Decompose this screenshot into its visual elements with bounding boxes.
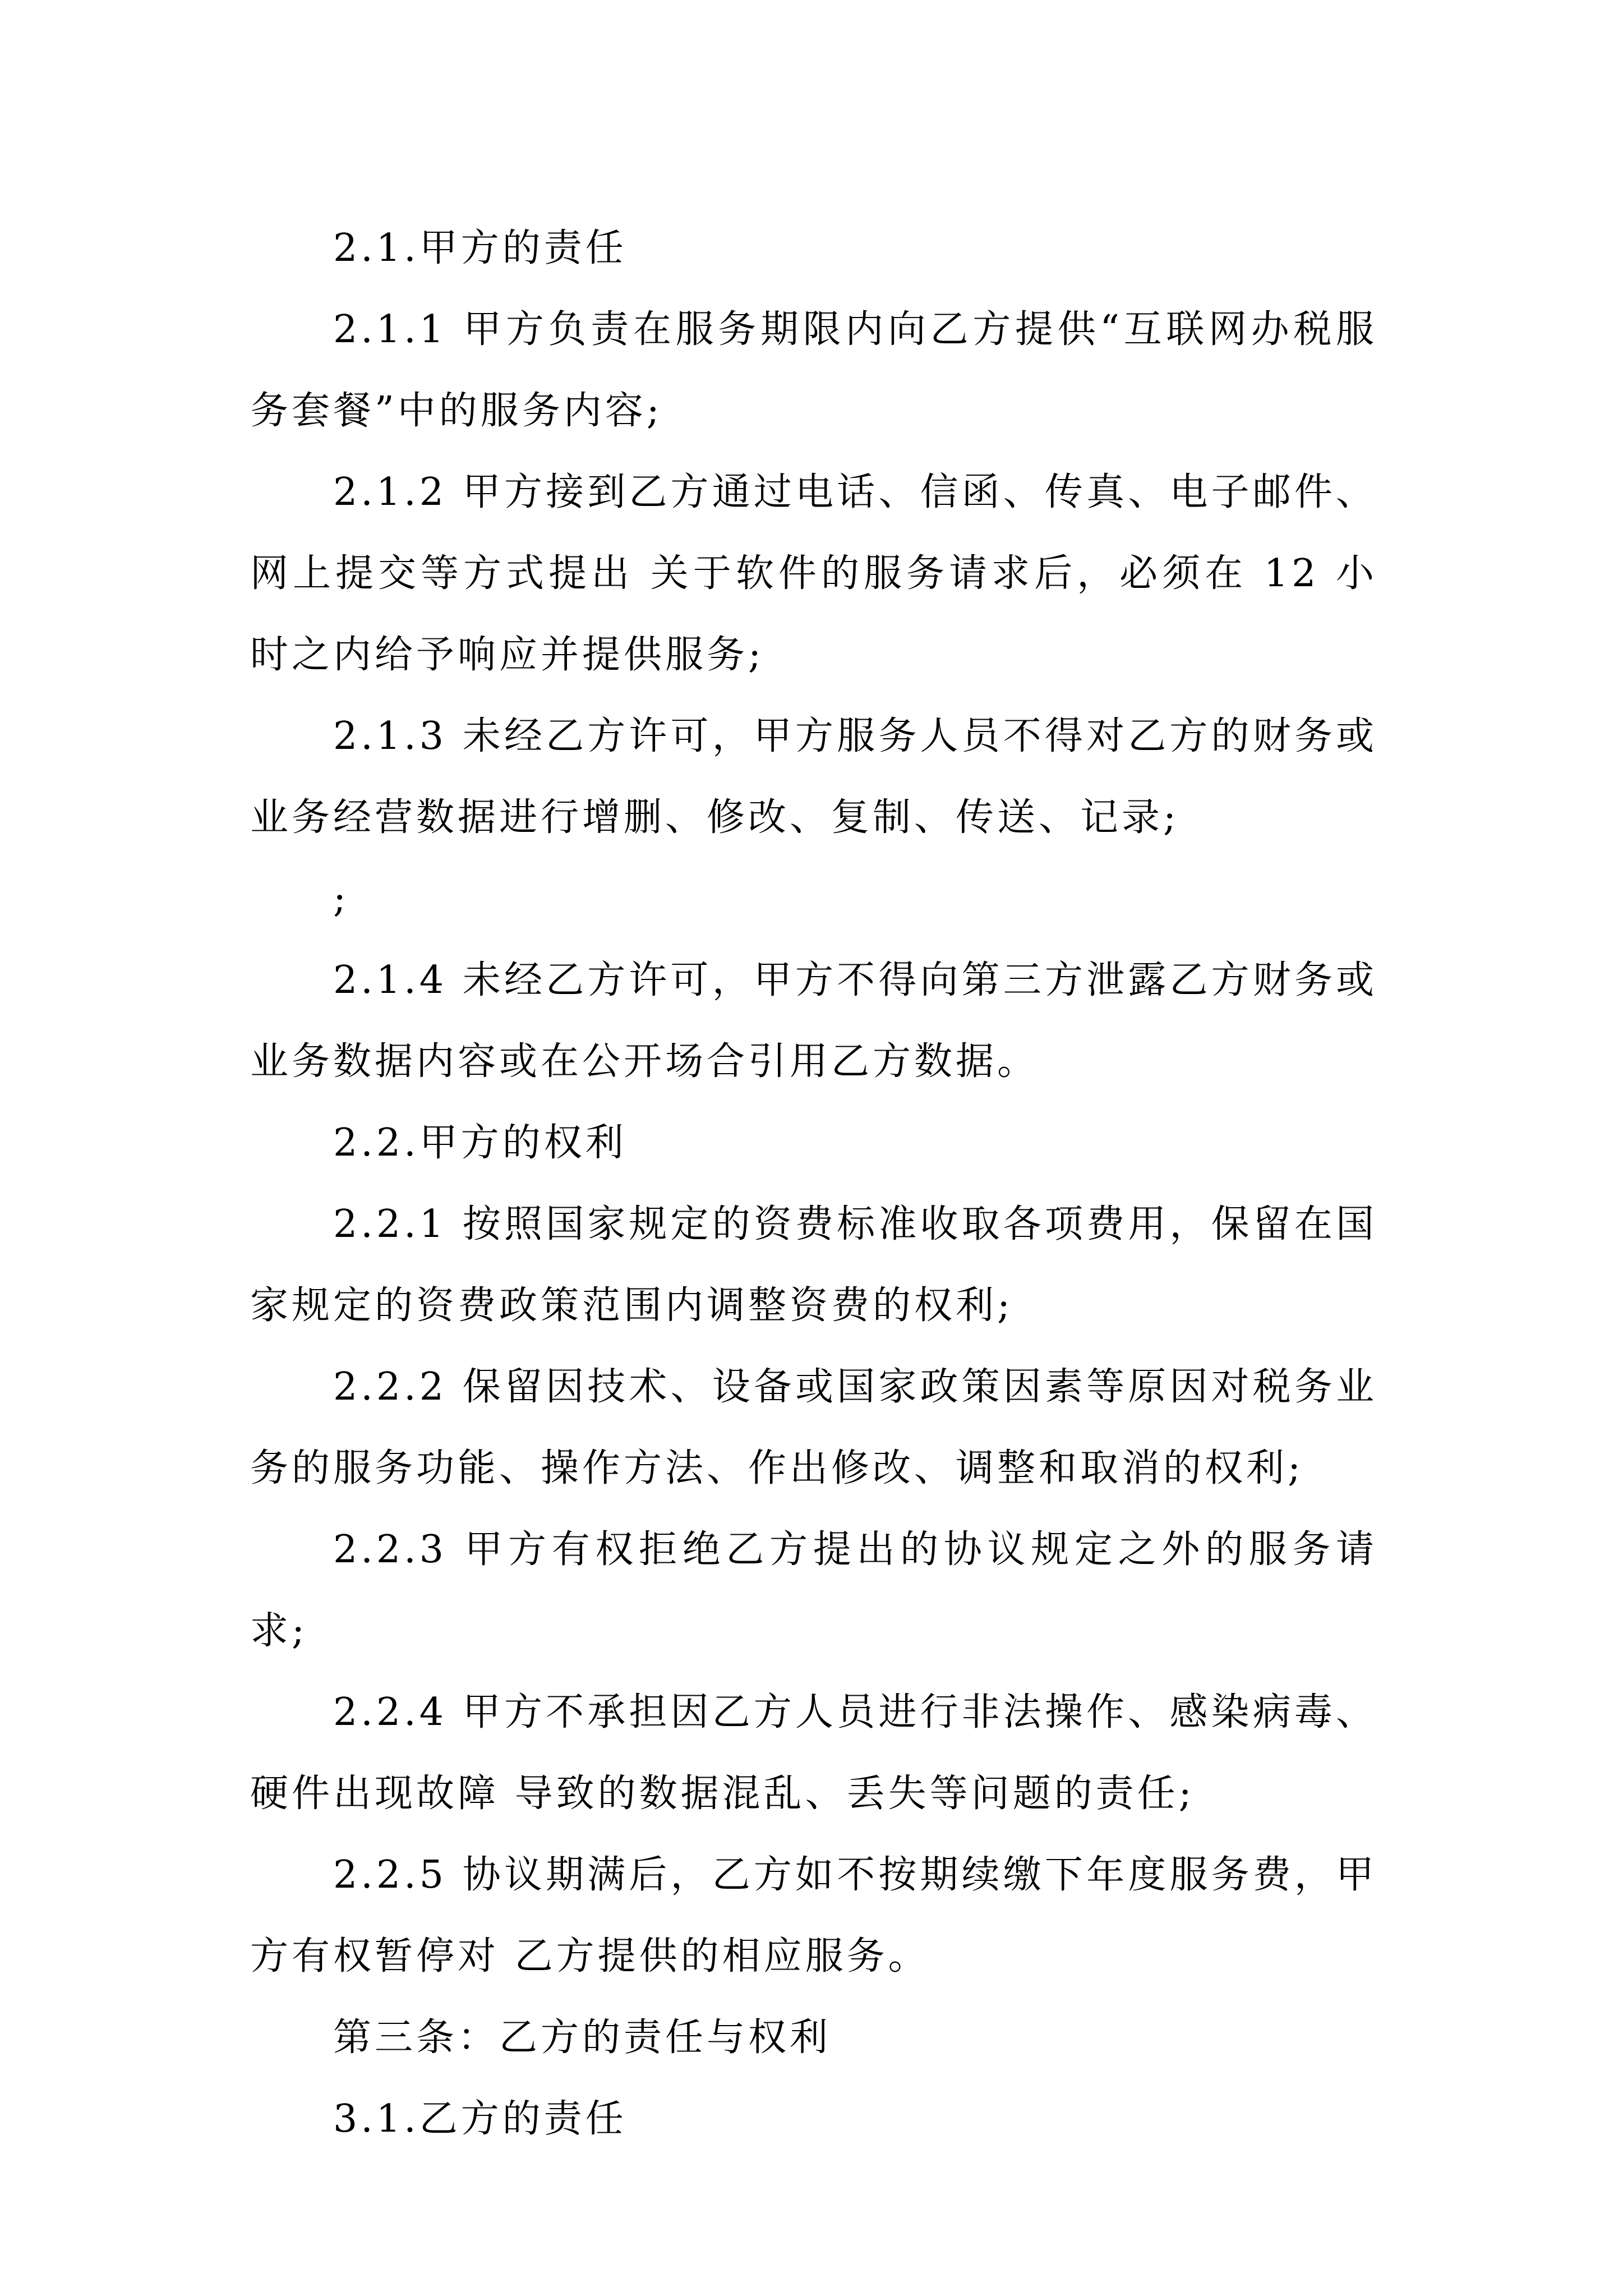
clause-2-2-2: 2.2.2 保留因技术、设备或国家政策因素等原因对税务业务的服务功能、操作方法、作出修改、调整和取消的权利; (250, 1365, 1377, 1490)
clause-2-1-2: 2.1.2 甲方接到乙方通过电话、信函、传真、电子邮件、网上提交等方式提出 关于软件的服务请求后，必须在 12 小时之内给予响应并提供服务; (250, 470, 1377, 677)
clause-2-2-5: 2.2.5 协议期满后，乙方如不按期续缴下年度服务费，甲方有权暂停对 乙方提供的相应服务。 (250, 1853, 1377, 1978)
clause-2-1-3: 2.1.3 未经乙方许可，甲方服务人员不得对乙方的财务或业务经营数据进行增删、修改、复制、传送、记录; (250, 714, 1377, 840)
clause-2-2-3: 2.2.3 甲方有权拒绝乙方提出的协议规定之外的服务请求; (250, 1527, 1377, 1653)
stray-semicolon-line: ; (333, 877, 349, 921)
document-body (250, 208, 1377, 2160)
clause-2-2-4: 2.2.4 甲方不承担因乙方人员进行非法操作、感染病毒、硬件出现故障 导致的数据混乱、丢失等问题的责任; (250, 1690, 1377, 1816)
section-heading-2-1: 2.1.甲方的责任 (333, 226, 627, 270)
article-heading-3: 第三条：乙方的责任与权利 (333, 2016, 832, 2060)
clause-2-1-1: 2.1.1 甲方负责在服务期限内向乙方提供“互联网办税服务套餐”中的服务内容; (250, 307, 1377, 433)
clause-2-1-4: 2.1.4 未经乙方许可，甲方不得向第三方泄露乙方财务或业务数据内容或在公开场合引用乙方数据。 (250, 958, 1377, 1084)
section-heading-3-1: 3.1.乙方的责任 (333, 2097, 627, 2141)
clause-2-2-1: 2.2.1 按照国家规定的资费标准收取各项费用，保留在国家规定的资费政策范围内调整资费的权利; (250, 1202, 1377, 1328)
section-heading-2-2: 2.2.甲方的权利 (333, 1121, 627, 1165)
